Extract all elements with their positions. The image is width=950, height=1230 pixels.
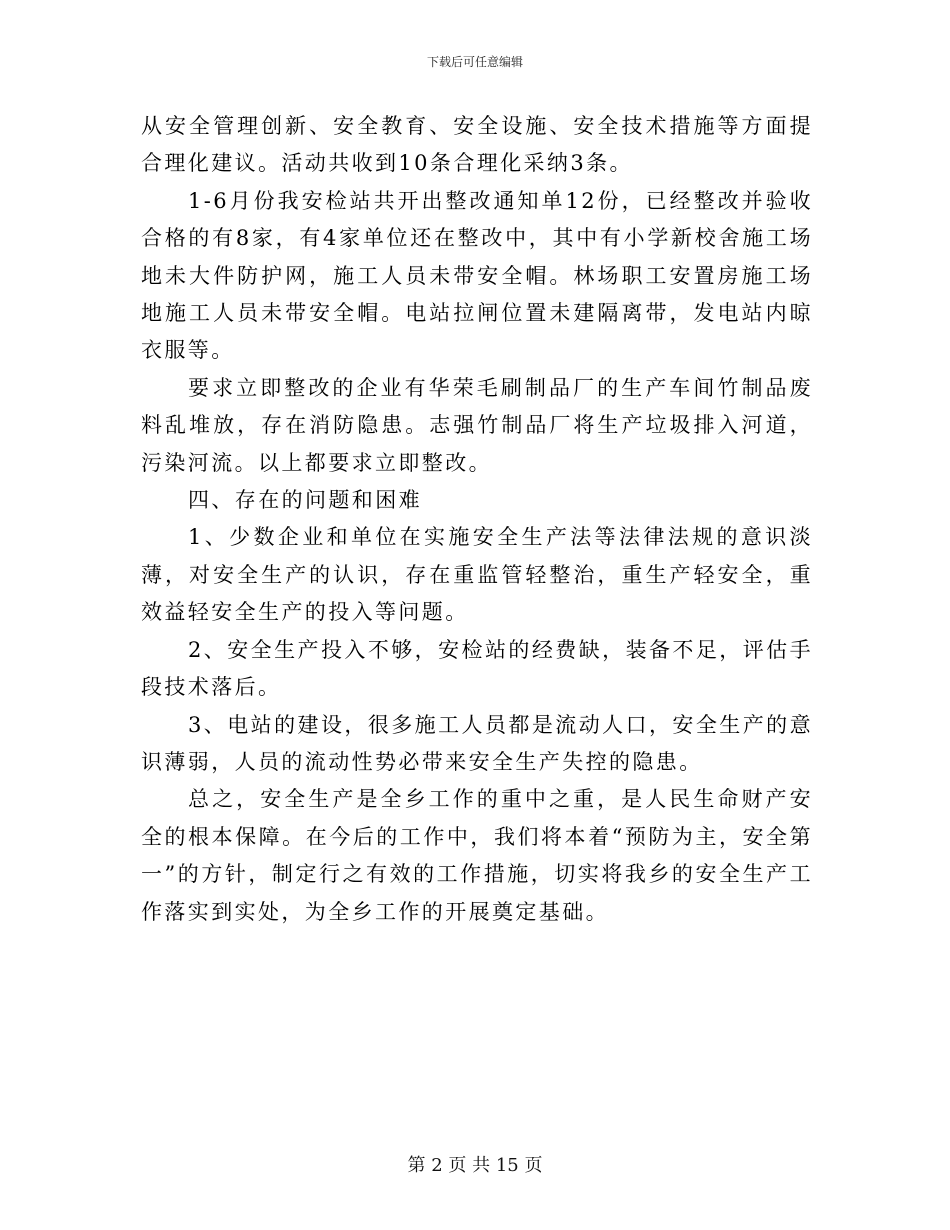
paragraph-issue-1: 1、少数企业和单位在实施安全生产法等法律法规的意识淡薄，对安全生产的认识，存在重监管轻整治，重生产轻安全，重效益轻安全生产的投入等问题。	[141, 525, 813, 625]
header-note: 下载后可任意编辑	[426, 55, 523, 69]
document-body	[141, 108, 813, 931]
paragraph-conclusion: 总之，安全生产是全乡工作的重中之重，是人民生命财产安全的根本保障。在今后的工作中，我们将本着“预防为主，安全第一”的方针，制定行之有效的工作措施，切实将我乡的安全生产工作落实到实处，为全乡工作的开展奠定基础。	[141, 787, 813, 924]
paragraph-2: 1-6月份我安检站共开出整改通知单12份，已经整改并验收合格的有8家，有4家单位还在整改中，其中有小学新校舍施工场地未大件防护网，施工人员未带安全帽。林场职工安置房施工场地施工人员未带安全帽。电站拉闸位置未建隔离带，发电站内晾衣服等。	[141, 188, 813, 363]
paragraph-issue-3: 3、电站的建设，很多施工人员都是流动人口，安全生产的意识薄弱，人员的流动性势必带来安全生产失控的隐患。	[141, 712, 813, 774]
paragraph-3: 要求立即整改的企业有华荣毛刷制品厂的生产车间竹制品废料乱堆放，存在消防隐患。志强竹制品厂将生产垃圾排入河道，污染河流。以上都要求立即整改。	[141, 375, 813, 475]
page-number-footer: 第 2 页 共 15 页	[407, 1155, 543, 1176]
paragraph-issue-2: 2、安全生产投入不够，安检站的经费缺，装备不足，评估手段技术落后。	[141, 637, 813, 700]
paragraph-1: 从安全管理创新、安全教育、安全设施、安全技术措施等方面提合理化建议。活动共收到10条合理化采纳3条。	[141, 114, 813, 176]
section-heading: 四、存在的问题和困难	[188, 488, 422, 513]
